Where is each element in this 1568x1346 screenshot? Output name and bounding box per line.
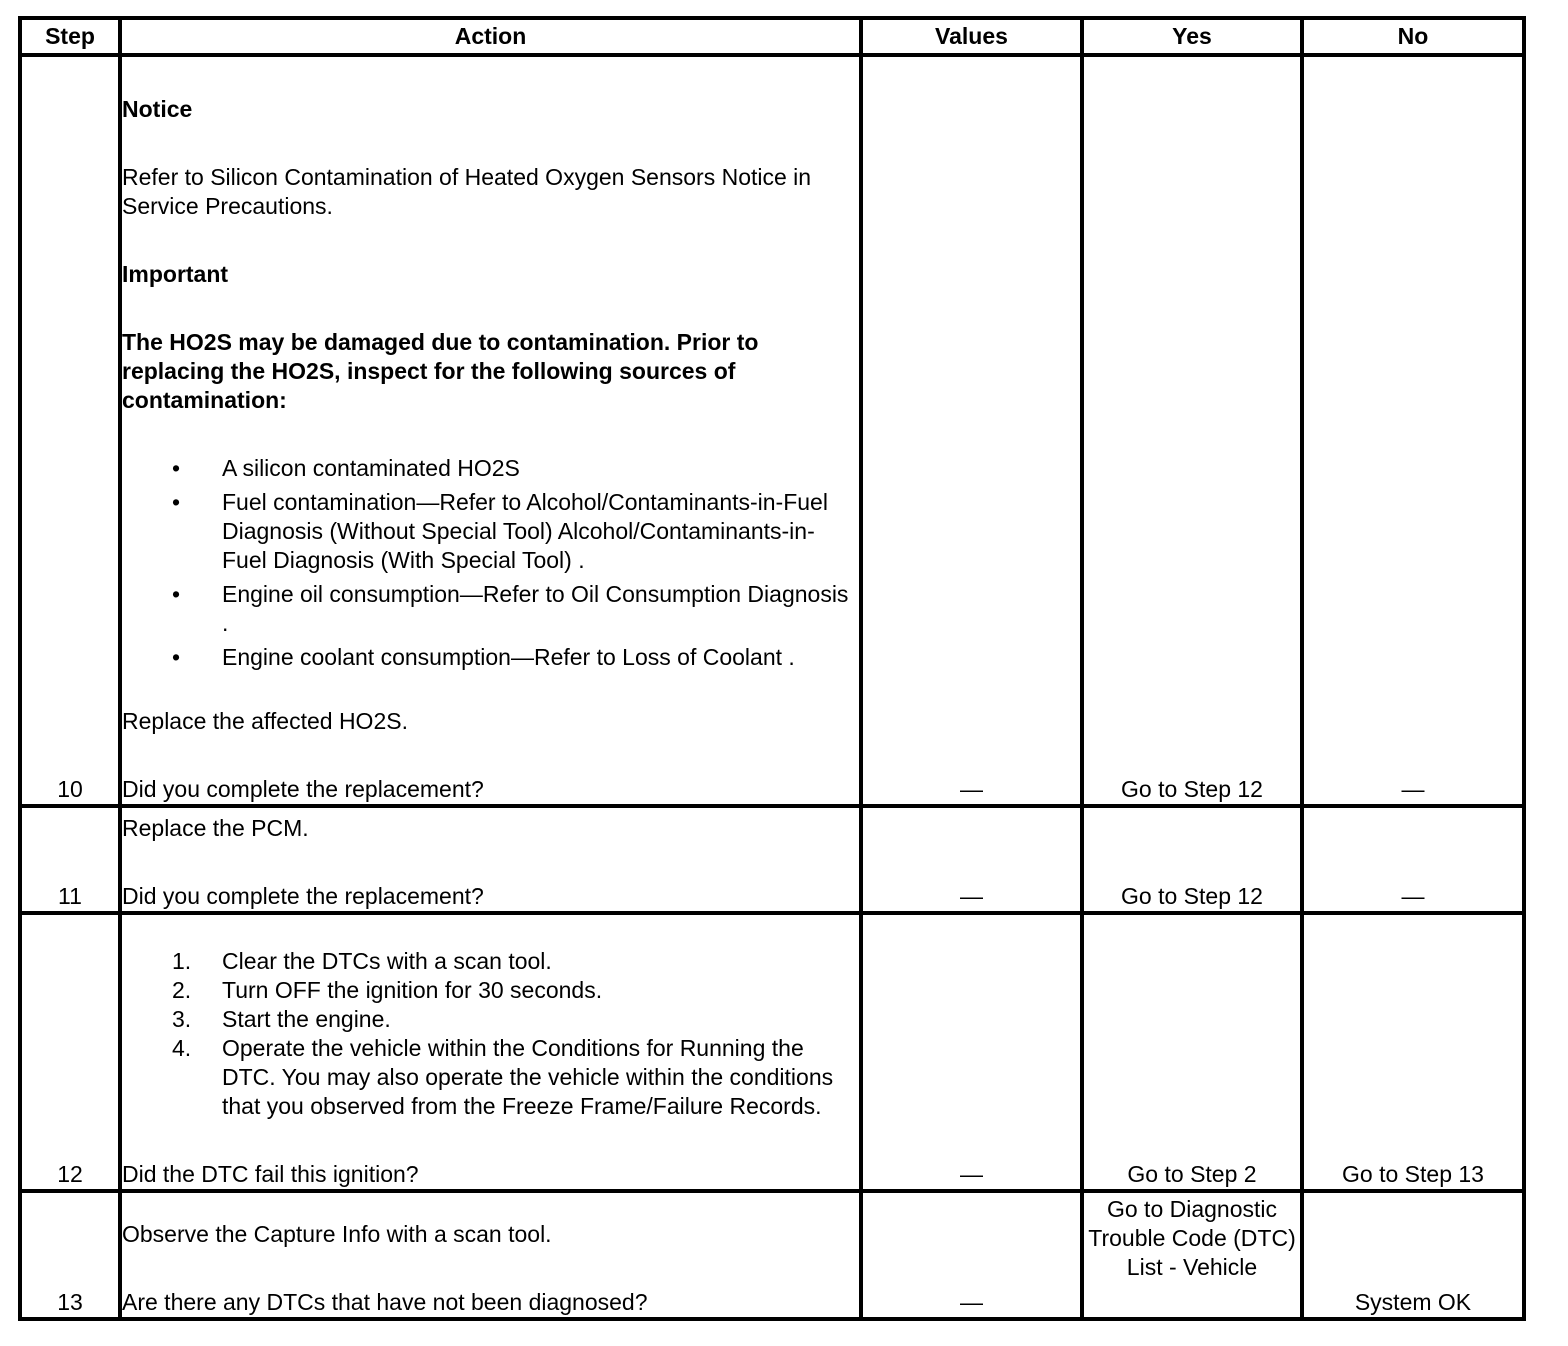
table-row-step-12 — [20, 913, 1524, 1191]
table-header-row — [20, 18, 1524, 55]
notice-text: Refer to Silicon Contamination of Heated Oxygen Sensors Notice in Service Precautions. — [122, 164, 812, 219]
list-item: • Engine oil consumption—Refer to Oil Consumption Diagnosis . — [172, 581, 849, 636]
action-cell — [120, 806, 861, 913]
question-text: Did you complete the replacement? — [122, 776, 484, 802]
step-number: 11 — [20, 806, 120, 913]
instruction-text: Observe the Capture Info with a scan tool. — [122, 1221, 552, 1247]
yes-cell: Go to Step 12 — [1082, 806, 1302, 913]
table-row-step-10 — [20, 55, 1524, 806]
instruction-text: Replace the affected HO2S. — [122, 708, 408, 734]
no-cell: Go to Step 13 — [1302, 913, 1524, 1191]
action-cell — [120, 1191, 861, 1319]
contamination-sources-list — [122, 454, 859, 672]
list-item: 4. Operate the vehicle within the Conditions for Running the DTC. You may also operate the vehicle within the conditions that you observed from the Freeze Frame/Failure Records. — [172, 1035, 834, 1119]
values-cell: — — [861, 1191, 1082, 1319]
bullet-icon: • — [172, 581, 181, 607]
action-cell — [120, 913, 861, 1191]
header-step: Step — [20, 18, 120, 55]
important-text: The HO2S may be damaged due to contamination. Prior to replacing the HO2S, inspect for the following sources of contamination: — [122, 329, 759, 413]
step-number: 13 — [20, 1191, 120, 1319]
question-text: Are there any DTCs that have not been diagnosed? — [122, 1289, 648, 1315]
header-yes: Yes — [1082, 18, 1302, 55]
bullet-icon: • — [172, 489, 181, 515]
list-item: 2. Turn OFF the ignition for 30 seconds. — [172, 977, 603, 1003]
yes-cell: Go to Step 2 — [1082, 913, 1302, 1191]
yes-cell: Go to Diagnostic Trouble Code (DTC) List - Vehicle — [1082, 1191, 1302, 1319]
step-number: 12 — [20, 913, 120, 1191]
header-no: No — [1302, 18, 1524, 55]
list-item: 1. Clear the DTCs with a scan tool. — [172, 948, 552, 974]
diagnostic-table-page — [18, 16, 1522, 1331]
no-cell: — — [1302, 806, 1524, 913]
diagnostic-step-table — [18, 16, 1526, 1321]
table-row-step-13 — [20, 1191, 1524, 1319]
question-text: Did you complete the replacement? — [122, 883, 484, 909]
values-cell: — — [861, 913, 1082, 1191]
header-values: Values — [861, 18, 1082, 55]
list-item: • Fuel contamination—Refer to Alcohol/Contaminants-in-Fuel Diagnosis (Without Special Tool) Alcohol/Contaminants-in-Fuel Diagnosis (With Special Tool) . — [172, 489, 828, 573]
bullet-icon: • — [172, 644, 181, 670]
list-item: • A silicon contaminated HO2S — [172, 455, 520, 481]
no-cell: System OK — [1302, 1191, 1524, 1319]
step-number: 10 — [20, 55, 120, 806]
yes-cell: Go to Step 12 — [1082, 55, 1302, 806]
values-cell: — — [861, 806, 1082, 913]
action-cell — [120, 55, 861, 806]
notice-label: Notice — [122, 96, 193, 122]
important-label: Important — [122, 261, 229, 287]
procedure-list — [122, 947, 859, 1121]
list-item: • Engine coolant consumption—Refer to Loss of Coolant . — [172, 644, 795, 670]
table-row-step-11 — [20, 806, 1524, 913]
header-action: Action — [120, 18, 861, 55]
no-cell: — — [1302, 55, 1524, 806]
bullet-icon: • — [172, 455, 181, 481]
list-item: 3. Start the engine. — [172, 1006, 391, 1032]
instruction-text: Replace the PCM. — [122, 815, 309, 841]
values-cell: — — [861, 55, 1082, 806]
question-text: Did the DTC fail this ignition? — [122, 1161, 419, 1187]
